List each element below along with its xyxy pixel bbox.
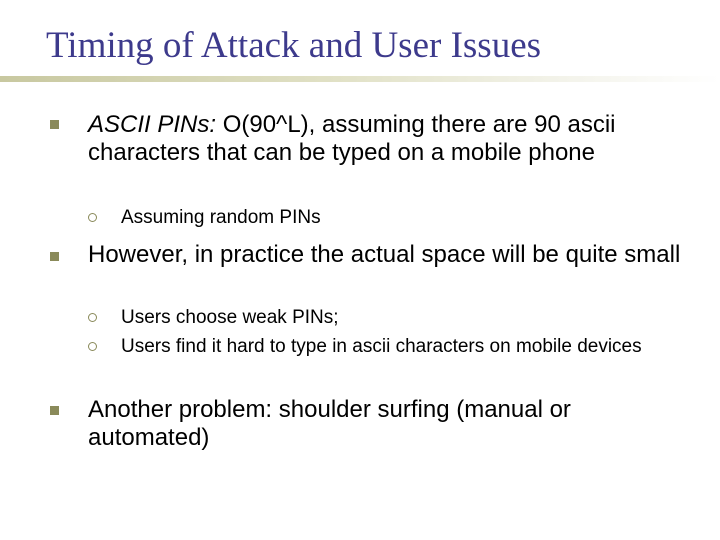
square-bullet-icon [50,406,59,415]
square-bullet-icon [50,120,59,129]
bullet-1-sub-1: Assuming random PINs [121,207,321,228]
bullet-1-body: O(90^L), assuming there are 90 ascii characters that can be typed on a mobile phone [88,111,616,166]
circle-bullet-icon [88,342,97,351]
square-bullet-icon [50,252,59,261]
bullet-3-text: Another problem: shoulder surfing (manual or automated) [88,396,571,451]
bullet-2-sub-2: Users find it hard to type in ascii characters on mobile devices [121,336,642,357]
bullet-2-sub-1: Users choose weak PINs; [121,307,339,328]
bullet-1-text [88,111,688,167]
bullet-1-lead: ASCII PINs: [88,111,217,138]
title-underline [0,76,720,82]
slide-title: Timing of Attack and User Issues [46,25,542,66]
circle-bullet-icon [88,313,97,322]
bullet-2-text: However, in practice the actual space will be quite small [88,241,681,268]
circle-bullet-icon [88,213,97,222]
